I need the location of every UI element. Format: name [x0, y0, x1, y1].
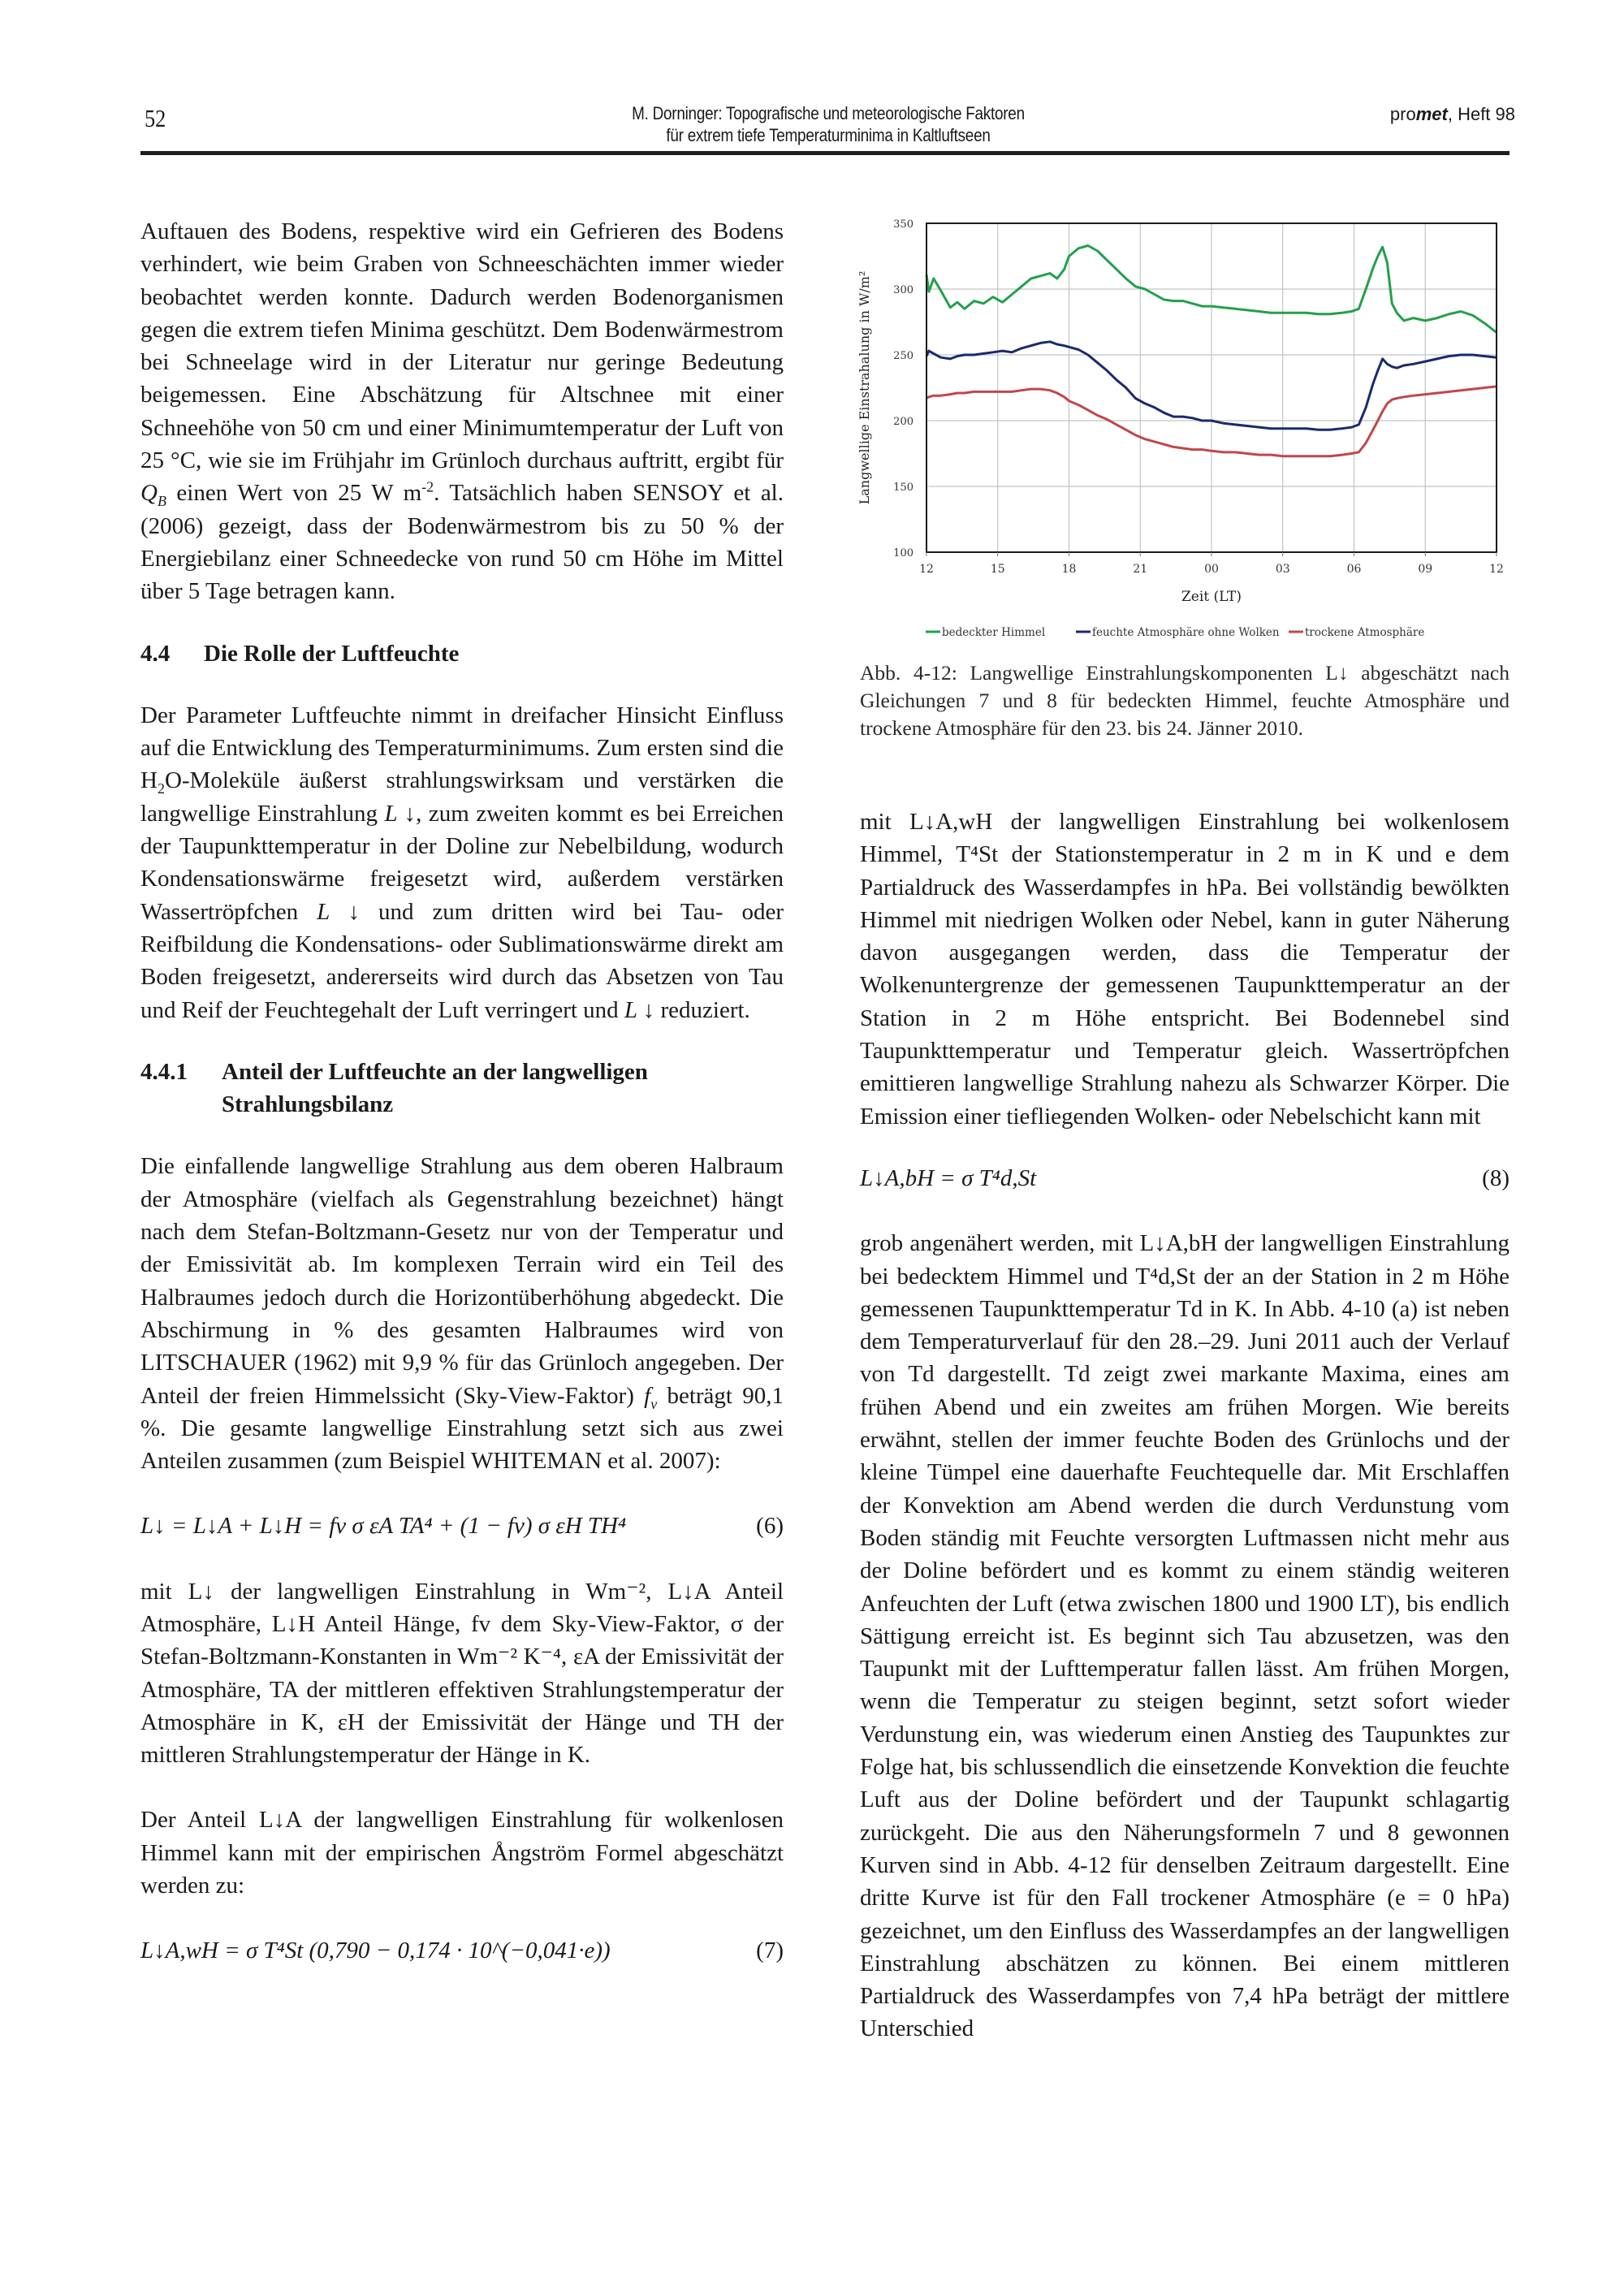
x-axis-label: Zeit (LT) — [1181, 589, 1242, 605]
section-title: Die Rolle der Luftfeuchte — [204, 640, 460, 667]
right-column — [860, 806, 1510, 2046]
journal-issue — [1390, 104, 1515, 125]
x-tick-label: 18 — [1061, 563, 1077, 576]
legend-label-trocken: trockene Atmosphäre — [1305, 626, 1425, 639]
symbol-fv — [644, 1382, 658, 1412]
y-axis-ticks — [893, 218, 914, 559]
x-tick-label: 09 — [1418, 563, 1433, 576]
section-heading-4-4-1 — [140, 1056, 784, 1121]
paragraph-angstroem: Der Anteil L↓A der langwelligen Einstrahlung für wolkenlosen Himmel kann mit der empirischen Ångström Formel abgeschätzt werden zu: — [140, 1807, 784, 1899]
text: und zum dritten wird bei Tau- oder Reifbildung die Kondensations- oder Sublimationswärme direkt am Boden freigesetzt, andererseits wird durch das Absetzen von Tau und Reif der Feuchtegehalt der Luft verringert und — [140, 898, 784, 1023]
figure-caption: Abb. 4-12: Langwellige Einstrahlungskomponenten L↓ abgeschätzt nach Gleichungen 7 und 8 für bedeckten Himmel, feuchte Atmosphäre und trockene Atmosphäre für den 23. bis 24. Jänner 2010. — [860, 661, 1510, 740]
text: Auftauen des Bodens, respektive wird ein Gefrieren des Bodens verhindert, wie beim Graben von Schneeschächten immer wieder beobachtet werden konnte. Dadurch werden Bodenorganismen gegen die extrem tiefen Minima geschützt. Dem Bodenwärmestrom bei Schneelage wird in der Literatur nur geringe Bedeutung beigemessen. Eine Abschätzung für Altschnee mit einer Schneehöhe von 50 cm und einer Minimumtemperatur der Luft von 25 °C, wie sie im Frühjahr im Grünloch durchaus auftritt, ergibt für — [140, 218, 784, 474]
x-tick-label: 06 — [1346, 563, 1362, 576]
paragraph-bodenwaermestrom — [140, 215, 784, 608]
x-tick-label: 12 — [1489, 563, 1504, 576]
text: Der Parameter Luftfeuchte nimmt in dreifacher Hinsicht Einfluss auf die Entwicklung des Temperaturminimums. Zum ersten sind die H — [140, 702, 784, 794]
equation-6-number: (6) — [756, 1513, 784, 1540]
text: -2 — [421, 478, 434, 495]
y-tick-label: 150 — [893, 482, 914, 494]
equation-7 — [140, 1934, 784, 1967]
line-chart — [844, 203, 1535, 658]
text: f — [644, 1382, 651, 1409]
equation-6-expression: L↓ = L↓A + L↓H = fv σ εA TA⁴ + (1 − fv) σ εH TH⁴ — [140, 1513, 627, 1540]
symbol-qb — [140, 480, 166, 510]
journal-prefix: pro — [1389, 104, 1416, 124]
x-tick-label: 12 — [919, 563, 934, 576]
section-heading-4-4 — [140, 637, 784, 670]
x-axis-ticks — [919, 552, 1504, 576]
y-tick-label: 250 — [893, 350, 914, 362]
paragraph-wolkenlos: mit L↓A,wH der langwelligen Einstrahlung bei wolkenlosem Himmel, T⁴St der Stationstemperatur in 2 m in K und e dem Partialdruck des Wasserdampfes in hPa. Bei vollständig bewölkten Himmel mit niedrigen Wolken oder Nebel, kann in guter Näherung davon ausgegangen werden, dass die Temperatur der Wolkenuntergrenze der gemessenen Taupunkttemperatur an der Station in 2 m Höhe entspricht. Bei Bodennebel sind Taupunkttemperatur und Temperatur gleich. Wassertröpfchen emittieren langwellige Strahlung nahezu als Schwarzer Körper. Die Emission einer tiefliegenden Wolken- oder Nebelschicht kann mit — [860, 809, 1510, 1130]
chart-gridlines — [926, 223, 1497, 552]
paragraph-taupunkt: grob angenähert werden, mit L↓A,bH der langwelligen Einstrahlung bei bedecktem Himmel und T⁴d,St der an der Station in 2 m Höhe gemessenen Taupunkttemperatur Td in K. In Abb. 4-10 (a) ist neben dem Temperaturverlauf für den 28.–29. Juni 2011 auch der Verlauf von Td dargestellt. Td zeigt zwei markante Maxima, eines am frühen Abend und ein zweites am frühen Morgen. Wie bereits erwähnt, stellen der immer feuchte Boden des Grünlochs und der kleine Tümpel eine dauerhafte Feuchtequelle dar. Mit Erschlaffen der Konvektion am Abend werden die durch Verdunstung vom Boden ständig mit Feuchte versorgten Luftmassen nicht mehr aus der Doline befördert und es kommt zu einem ständig weiteren Anfeuchten der Luft (etwa zwischen 1800 und 1900 LT), bis endlich Sättigung erreicht ist. Es beginnt sich Tau abzusetzen, was den Taupunkt mit der Lufttemperatur fallen lässt. Am frühen Morgen, wenn die Temperatur zu steigen beginnt, setzt sofort wieder Verdunstung ein, was wiederum einen Anstieg des Taupunktes zur Folge hat, bis schlussendlich die einsetzende Konvektion die feuchte Luft aus der Doline befördert und der Taupunkt schlagartig zurückgeht. Die aus den Näherungsformeln 7 und 8 gewonnen Kurven sind in Abb. 4-12 für denselben Zeitraum dargestellt. Eine dritte Kurve ist für den Fall trockener Atmosphäre (e = 0 hPa) gezeichnet, um den Einfluss des Wasserdampfes an der langwelligen Einstrahlung abschätzen zu können. Bei einem mittleren Partialdruck des Wasserdampfes von 7,4 hPa beträgt der mittlere Unterschied — [860, 1230, 1510, 2042]
text: reduziert. — [654, 996, 750, 1023]
equation-7-expression: L↓A,wH = σ T⁴St (0,790 − 0,174 · 10^(−0,041·e)) — [140, 1938, 611, 1964]
text: v — [650, 1395, 658, 1412]
text: B — [157, 493, 166, 510]
symbol-l-down: L ↓ — [317, 898, 361, 925]
text: Q — [140, 480, 158, 507]
paragraph-eq6-definitions: mit L↓ der langwelligen Einstrahlung in Wm⁻², L↓A Anteil Atmosphäre, L↓H Anteil Hänge, fv dem Sky-View-Faktor, σ der Stefan-Boltzmann-Konstanten in Wm⁻² K⁻⁴, εA der Emissivität der Atmosphäre, TA der mittleren effektiven Strahlungstemperatur der Atmosphäre in K, εH der Emissivität der Hänge und TH der mittleren Strahlungstemperatur der Hänge in K. — [140, 1578, 784, 1769]
legend-label-feucht: feuchte Atmosphäre ohne Wolken — [1092, 626, 1280, 639]
chart-legend — [926, 626, 1424, 639]
equation-8-expression: L↓A,bH = σ T⁴d,St — [860, 1164, 1037, 1191]
equation-8 — [860, 1162, 1510, 1195]
section-number: 4.4 — [140, 640, 171, 667]
y-tick-label: 300 — [893, 284, 914, 296]
text: Die einfallende langwellige Strahlung aus dem oberen Halbraum der Atmosphäre (vielfach als Gegenstrahlung bezeichnet) hängt nach dem Stefan-Boltzmann-Gesetz nur von der Temperatur und der Emissivität ab. Im komplexen Terrain wird ein Teil des Halbraumes jedoch durch die Horizontüberhöhung abgedeckt. Die Abschirmung in % des gesamten Halbraumes wird von LITSCHAUER (1962) mit 9,9 % für das Grünloch angegeben. Der Anteil der freien Himmelssicht (Sky-View-Faktor) — [140, 1153, 784, 1409]
section-number: 4.4.1 — [140, 1058, 188, 1085]
symbol-l-down: L ↓ — [624, 996, 655, 1023]
x-tick-label: 21 — [1133, 563, 1148, 576]
x-tick-label: 15 — [990, 563, 1005, 576]
text: O-Moleküle äußerst strahlungswirksam und verstärken die langwellige Einstrahlung — [140, 767, 784, 827]
y-axis-label: Langwellige Einstrahalung in W/m² — [857, 270, 872, 505]
journal-brand: met — [1415, 104, 1448, 124]
header-rule — [140, 151, 1510, 155]
symbol-l-down: L ↓ — [384, 800, 417, 827]
equation-8-number: (8) — [1482, 1164, 1510, 1191]
section-title: Anteil der Luftfeuchte an der langwelligen Strahlungsbilanz — [222, 1058, 648, 1118]
journal-suffix: , Heft 98 — [1447, 104, 1515, 124]
x-tick-label: 00 — [1204, 563, 1219, 576]
y-tick-label: 100 — [893, 547, 914, 559]
running-title — [227, 102, 1428, 146]
text: einen Wert von 25 W m — [166, 480, 422, 507]
figure-4-12-chart — [844, 203, 1535, 658]
y-tick-label: 350 — [893, 218, 914, 231]
left-column — [140, 215, 784, 1968]
paragraph-luftfeuchte — [140, 699, 784, 1026]
running-title-line-2: für extrem tiefe Temperaturminima in Kaltluftseen — [666, 125, 991, 145]
x-tick-label: 03 — [1275, 563, 1290, 576]
equation-7-number: (7) — [756, 1938, 784, 1964]
running-title-line-1: M. Dorninger: Topografische und meteorologische Faktoren — [632, 103, 1025, 123]
text: , zum zweiten kommt es bei Erreichen der Taupunkttemperatur in der Doline zur Nebelbildung, wodurch Kondensationswärme freigesetzt wird, außerdem verstärken Wassertröpfchen — [140, 800, 784, 925]
equation-6 — [140, 1510, 784, 1542]
legend-label-bedeckt: bedeckter Himmel — [942, 626, 1046, 639]
y-tick-label: 200 — [893, 416, 914, 428]
text: beträgt 90,1 %. Die gesamte langwellige Einstrahlung setzt sich aus zwei Anteilen zusammen (zum Beispiel WHITEMAN et al. 2007): — [140, 1382, 784, 1475]
page-number: 52 — [145, 104, 166, 132]
text: . Tatsächlich haben SENSOY et al. (2006) gezeigt, dass der Bodenwärmestrom bis zu 50 % der Energiebilanz einer Schneedecke von rund 50 cm Höhe im Mittel über 5 Tage betragen kann. — [140, 480, 784, 605]
paragraph-langwellige-strahlung — [140, 1150, 784, 1477]
text: 2 — [157, 780, 165, 797]
